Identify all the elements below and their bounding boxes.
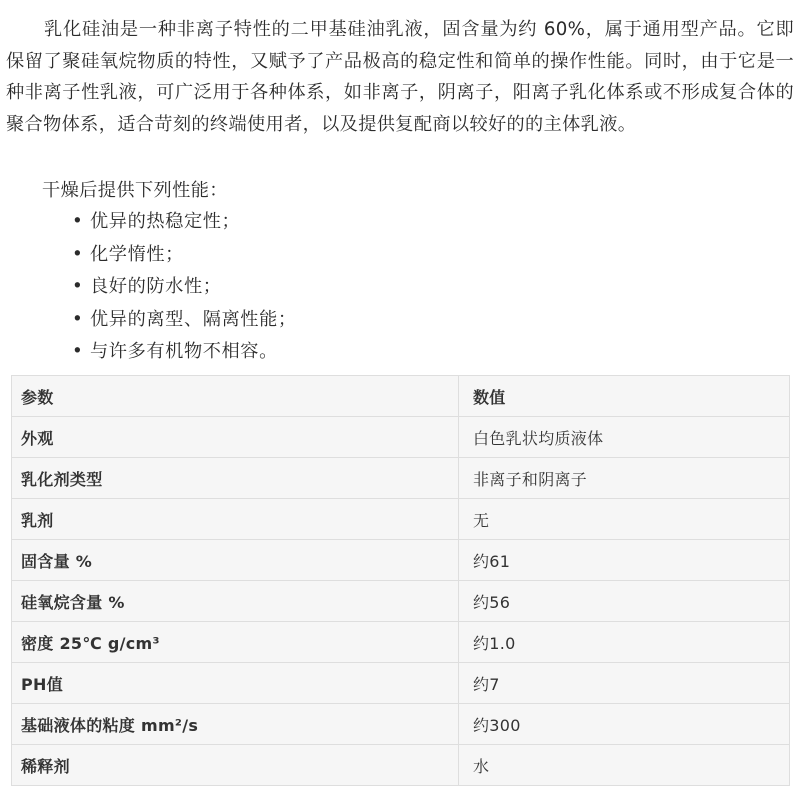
table-row [12,581,790,622]
list-item [72,206,297,239]
properties-intro: 干燥后提供下列性能： [42,180,228,201]
parameter-cell: 固含量 % [12,540,459,581]
bullet-icon: • [72,276,84,297]
bullet-icon: • [72,341,84,362]
list-item [72,336,297,369]
value-cell: 约1.0 [459,622,790,663]
column-header-parameter: 参数 [12,376,459,417]
properties-list [72,206,297,369]
table-row [12,663,790,704]
table-header-row [12,376,790,417]
list-item [72,271,297,304]
value-cell: 约300 [459,704,790,745]
parameter-cell: 密度 25℃ g/cm³ [12,622,459,663]
table-row [12,458,790,499]
list-item-text: 化学惰性； [90,243,184,265]
description-block [6,14,794,140]
value-cell: 非离子和阴离子 [459,458,790,499]
bullet-icon: • [72,211,84,232]
list-item-text: 良好的防水性； [90,276,222,297]
value-cell: 白色乳状均质液体 [459,417,790,458]
list-item [72,304,297,337]
table-row [12,622,790,663]
table-row [12,745,790,786]
parameter-cell: 稀释剂 [12,745,459,786]
value-cell: 水 [459,745,790,786]
value-cell: 无 [459,499,790,540]
list-item-text: 优异的热稳定性； [90,211,241,232]
column-header-value: 数值 [459,376,790,417]
value-cell: 约56 [459,581,790,622]
bullet-icon: • [72,308,84,330]
table-row [12,704,790,745]
bullet-icon: • [72,243,84,265]
list-item-text: 优异的离型、隔离性能； [90,308,297,330]
parameter-cell: 乳化剂类型 [12,458,459,499]
description-paragraph: 乳化硅油是一种非离子特性的二甲基硅油乳液，固含量为约 60%，属于通用型产品。它即保留了聚硅氧烷物质的特性，又赋予了产品极高的稳定性和简单的操作性能。同时，由于它是一种非离子性乳液，可广泛用于各种体系，如非离子，阴离子，阳离子乳化体系或不形成复合体的聚合物体系，适合苛刻的终端使用者，以及提供复配商以较好的的主体乳液。 [6,19,794,135]
spec-table [11,375,790,786]
value-cell: 约61 [459,540,790,581]
table-row [12,417,790,458]
parameter-cell: 外观 [12,417,459,458]
parameter-cell: 硅氧烷含量 % [12,581,459,622]
table-row [12,540,790,581]
table-row [12,499,790,540]
list-item [72,239,297,272]
value-cell: 约7 [459,663,790,704]
parameter-cell: 基础液体的粘度 mm²/s [12,704,459,745]
parameter-cell: PH值 [12,663,459,704]
parameter-cell: 乳剂 [12,499,459,540]
list-item-text: 与许多有机物不相容。 [90,341,278,362]
